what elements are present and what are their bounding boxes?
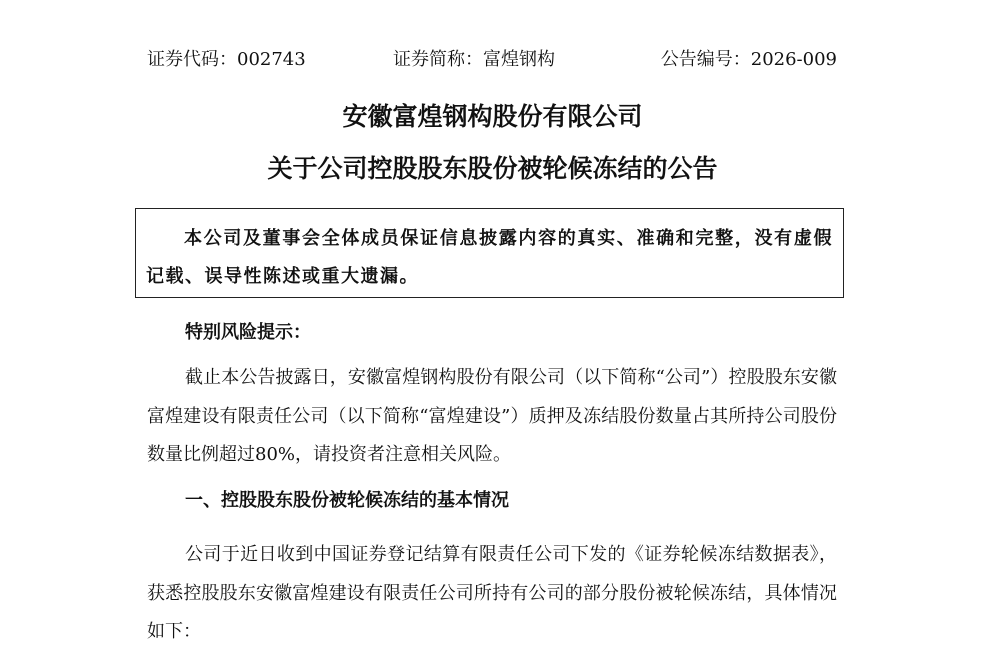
section-paragraph: 公司于近日收到中国证券登记结算有限责任公司下发的《证券轮候冻结数据表》，获悉控股股东安徽富煌建设有限责任公司所持有公司的部分股份被轮候冻结，具体情况如下： [147, 544, 837, 642]
section-heading: 一、控股股东股份被轮候冻结的基本情况 [185, 490, 509, 511]
board-guarantee-notice: 本公司及董事会全体成员保证信息披露内容的真实、准确和完整，没有虚假记载、误导性陈述或重大遗漏。 [135, 208, 844, 298]
stock-code: 证券代码：002743 [147, 49, 306, 70]
risk-paragraph: 截止本公告披露日，安徽富煌钢构股份有限公司（以下简称“公司”）控股股东安徽富煌建设有限责任公司（以下简称“富煌建设”）质押及冻结股份数量占其所持公司股份数量比例超过80%，请投资者注意相关风险。 [147, 367, 837, 465]
company-title: 安徽富煌钢构股份有限公司 [342, 102, 643, 131]
announcement-header [147, 47, 837, 73]
stock-abbreviation: 证券简称：富煌钢构 [393, 49, 555, 70]
risk-heading: 特别风险提示： [185, 322, 311, 343]
announcement-title: 关于公司控股股东股份被轮候冻结的公告 [267, 154, 718, 183]
announcement-number: 公告编号：2026-009 [660, 49, 837, 70]
